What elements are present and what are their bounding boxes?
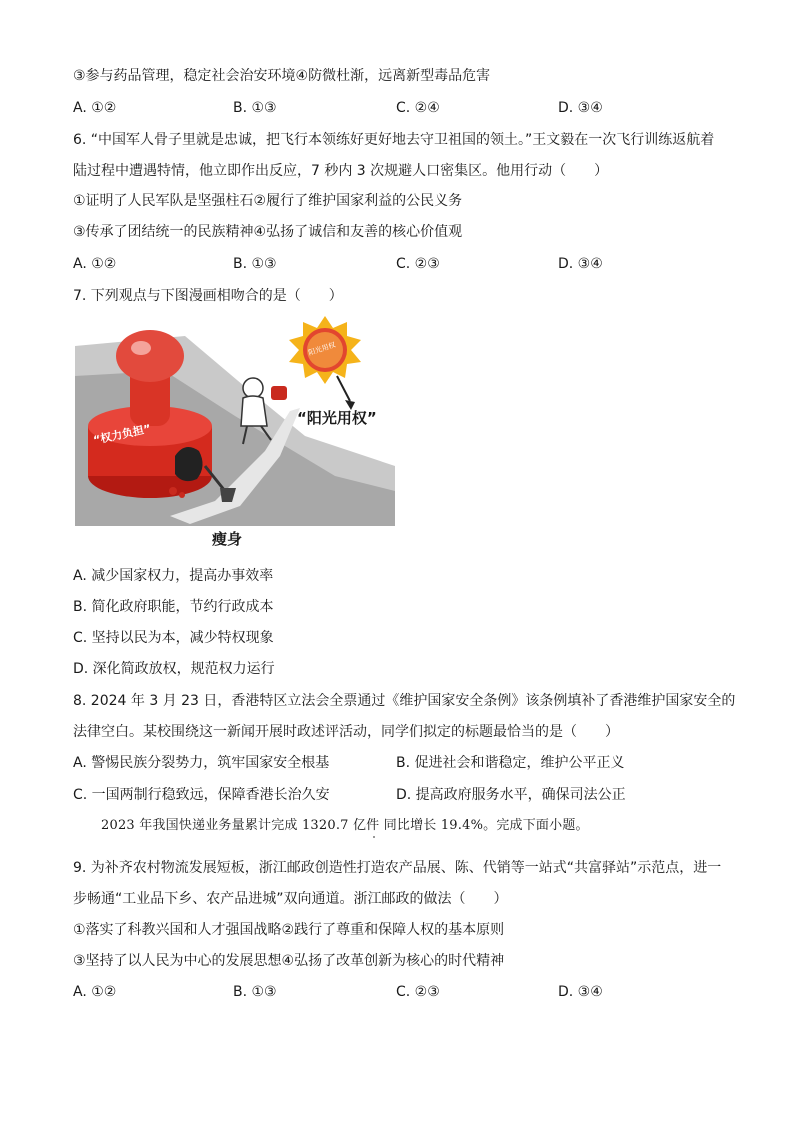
q9-stem-line-1: 9. 为补齐农村物流发展短板，浙江邮政创造性打造农产品展、陈、代销等一站式“共富驿站”示范点，进一 [73,860,722,876]
sun-label: 阳光用权 [307,340,337,358]
q9-stem-line-2: 步畅通“工业品下乡、农产品进城”双向通道。浙江邮政的做法（ ） [73,891,508,907]
q7-option-d: D. 深化简政放权，规范权力运行 [73,661,275,677]
q9-option-d: D. ③④ [558,984,603,1000]
q5-option-b: B. ①③ [233,100,277,116]
q8-option-a: A. 警惕民族分裂势力，筑牢国家安全根基 [73,755,330,771]
q5-option-d: D. ③④ [558,100,603,116]
q6-option-a: A. ①② [73,256,117,272]
q8-stem-line-2: 法律空白。某校围绕这一新闻开展时政述评活动，同学们拟定的标题最恰当的是（ ） [73,724,619,740]
q9-option-a: A. ①② [73,984,117,1000]
man-body [241,396,267,426]
q8-stem-line-1: 8. 2024 年 3 月 23 日，香港特区立法会全票通过《维护国家安全条例》该条例填补了香港维护国家安全的 [73,693,736,709]
q7-stem: 7. 下列观点与下图漫画相吻合的是（ ） [73,288,343,304]
q5-option-a: A. ①② [73,100,117,116]
q9-option-c: C. ②③ [396,984,440,1000]
q5-statement-line: ③参与药品管理，稳定社会治安环境④防微杜渐，远离新型毒品危害 [73,68,491,84]
group-intro: 2023 年我国快递业务量累计完成 1320.7 亿件 同比增长 19.4%。完成下面小题。 [101,818,589,833]
small-stamp [271,386,287,400]
q6-statement-2: ③传承了团结统一的民族精神④弘扬了诚信和友善的核心价值观 [73,224,463,240]
q9-statement-1: ①落实了科教兴国和人才强国战略②践行了尊重和保障人权的基本原则 [73,922,505,938]
q7-cartoon [75,316,395,526]
stamp-label: “权力负担” [92,422,153,447]
cartoon-caption: 瘦身 [212,530,243,548]
stray-dot [373,836,375,838]
q6-stem-line-2: 陆过程中遭遇特情，他立即作出反应，7 秒内 3 次规避人口密集区。他用行动（ ） [73,163,609,179]
dug-hole [175,447,203,481]
q7-option-b: B. 简化政府职能，节约行政成本 [73,599,274,615]
man-head [243,378,263,398]
q8-option-b: B. 促进社会和谐稳定，维护公平正义 [396,755,625,771]
q9-statement-2: ③坚持了以人民为中心的发展思想④弘扬了改革创新为核心的时代精神 [73,953,505,969]
stamp-knob [116,330,184,382]
q6-option-c: C. ②③ [396,256,440,272]
arrow-label: “阳光用权” [297,409,377,427]
q6-option-b: B. ①③ [233,256,277,272]
q6-statement-1: ①证明了人民军队是坚强柱石②履行了维护国家利益的公民义务 [73,193,463,209]
q7-option-a: A. 减少国家权力，提高办事效率 [73,568,274,584]
stamp-highlight [131,341,151,355]
q8-option-c: C. 一国两制行稳致远，保障香港长治久安 [73,787,330,803]
q9-option-b: B. ①③ [233,984,277,1000]
q6-stem-line-1: 6. “中国军人骨子里就是忠诚，把飞行本领练好更好地去守卫祖国的领土。”王文毅在一次飞行训练返航着 [73,132,715,148]
q8-option-d: D. 提高政府服务水平，确保司法公正 [396,787,626,803]
q5-option-c: C. ②④ [396,100,440,116]
q6-option-d: D. ③④ [558,256,603,272]
q7-option-c: C. 坚持以民为本，减少特权现象 [73,630,274,646]
